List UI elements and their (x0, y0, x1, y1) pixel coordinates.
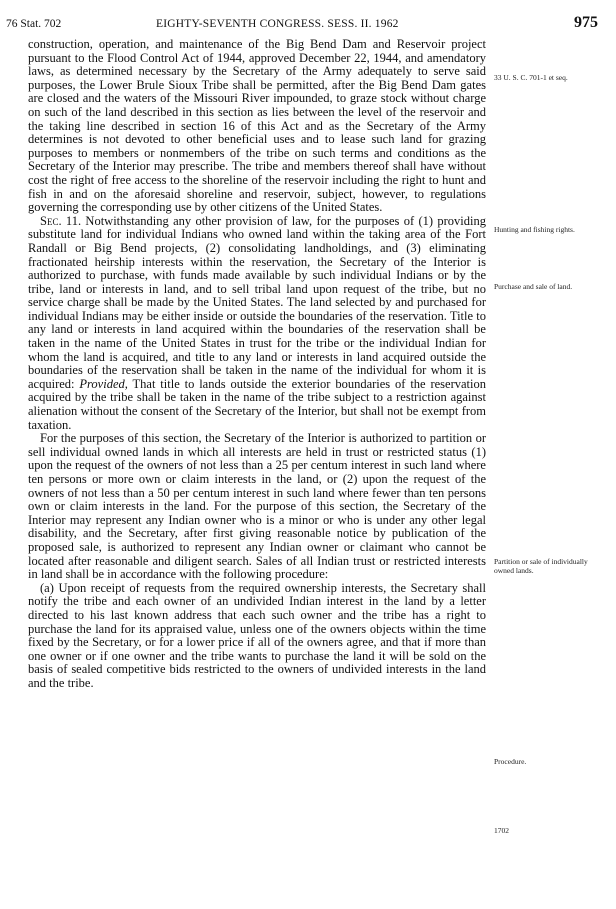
page-number: 975 (574, 14, 598, 31)
paragraph-procedure-a: (a) Upon receipt of requests from the required ownership interests, the Secretary shall notify the tribe and each owner of an undivided Indian interest in the land by a letter directed to his last known address that each such owner and the tribe has a right to purchase the land for its appraised value, unless one of the owners objects within the time fixed by the Secretary, or for a lower price if all of the owners agree, and that if more than one owner or if one owner and the tribe wants to purchase the land it will be sold on the basis of sealed competitive bids restricted to the owners of undivided interests in the land and the tribe. (28, 580, 486, 690)
congress-session-heading: EIGHTY-SEVENTH CONGRESS. SESS. II. 1962 (156, 18, 399, 30)
margin-note-partition: Partition or sale of individually owned lands. (494, 557, 588, 575)
paragraph-section-11 (28, 215, 486, 433)
section-11-text: 11. Notwithstanding any other provision of law, for the purposes of (1) providing substitute land for individual Indians who owned land within the taking area of the Fort Randall or Big Bend projects, (2) consolidating landholdings, and (3) eliminating fractionated heirship interests within the reservation, the Secretary of the Interior is authorized to purchase, with funds made available by such individual Indians or by the tribe, land or interests in land, and to sell tribal land upon request of the tribe, but no service charge shall be made by the United States. The land selected by and purchased for individual Indians may be either inside or outside the boundaries of the reservation. Title to any land or interests in land acquired within the boundaries of the reservation shall be taken in the name of the United States in trust for the tribe or the individual Indian for whom the land is acquired, and title to any land or interests in land acquired outside the boundaries of the reservation shall be taken in the name of the individual for whom it is acquired: (28, 213, 487, 391)
section-label: Sec. (40, 213, 62, 228)
statute-body (28, 38, 486, 691)
margin-note-stat-ref: 1702 (494, 826, 509, 835)
paragraph-grazing: construction, operation, and maintenance of the Big Bend Dam and Reservoir project pursuant to the Flood Control Act of 1944, approved December 22, 1944, and amendatory laws, as determined necessary by the Secretary of the Army adequately to serve said purposes, the Lower Brule Sioux Tribe shall be permitted, after the Big Bend Dam gates are closed and the waters of the Missouri River impounded, to graze stock without charge on such of the land described in this section as lies between the level of the reservoir and the taking line described in section 16 of this Act and as the Secretary of the Army determines is not devoted to other beneficial uses and to lease such land for grazing purposes to members or nonmembers of the tribe on such terms and conditions as the Secretary of the Interior may prescribe. The tribe and members thereof shall have without cost the right of free access to the shoreline of the reservoir including the right to hunt and fish in and on the aforesaid shoreline and reservoir, subject, however, to regulations governing the corresponding use by other citizens of the United States. (28, 37, 486, 215)
margin-note-procedure: Procedure. (494, 757, 527, 766)
paragraph-partition: For the purposes of this section, the Secretary of the Interior is authorized to partition or sell individual owned lands in which all interests are held in trust or restricted status (1) upon the request of the owners of not less than a 25 per centum interest in such land where ten persons or more own or claim interests in the land, or (2) upon the request of the owners of not less than a 50 per centum interest in such land where fewer than ten persons own or claim interests in the land. For the purpose of this section, the Secretary of the Interior may represent any Indian owner who is a minor or who is under any other legal disability, and the Secretary, after first giving reasonable notice by publication of the proposed sale, is authorized to represent any Indian owner or claimant who cannot be located after reasonable and diligent search. Sales of all Indian trust or restricted interests in land shall be in accordance with the following procedure: (28, 431, 486, 582)
margin-note-purchase: Purchase and sale of land. (494, 282, 573, 291)
margin-note-usc: 33 U. S. C. 701-1 et seq. (494, 73, 568, 82)
page-header (6, 14, 606, 34)
margin-note-hunting: Hunting and fishing rights. (494, 225, 575, 234)
provided-label: Provided, (79, 376, 128, 391)
statute-reference: 76 Stat. 702 (6, 18, 62, 30)
provided-text: That title to lands outside the exterior boundaries of the reservation acquired by the tribe shall be taken in the name of the tribe subject to a restriction against alienation without the consent of the Secretary of the Interior, but shall not be exempt from taxation. (28, 376, 486, 432)
